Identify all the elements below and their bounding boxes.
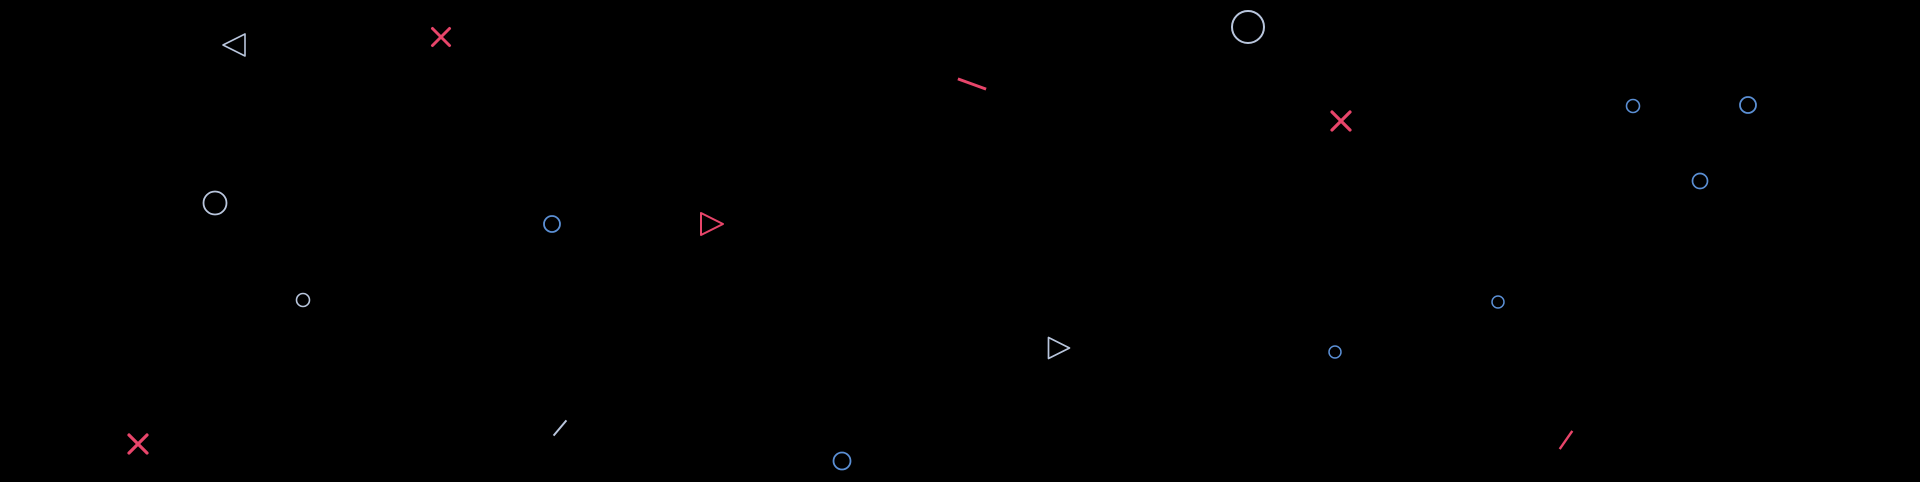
circle-small-3-icon xyxy=(1681,162,1719,200)
slash-line-2-icon xyxy=(1540,414,1592,466)
circle-small-2-icon xyxy=(1728,85,1768,125)
circle-large-1-icon xyxy=(1212,0,1284,63)
circle-medium-1-icon xyxy=(188,176,242,230)
cross-mark-3-icon xyxy=(116,422,160,466)
circle-small-5-icon xyxy=(286,283,320,317)
circle-small-1-icon xyxy=(1616,89,1650,123)
circle-small-7-icon xyxy=(1319,336,1351,368)
cross-mark-1-icon xyxy=(420,16,462,58)
triangle-right-outline-pink-icon xyxy=(686,198,738,250)
dash-line-1-icon xyxy=(938,50,1006,118)
triangle-left-outline-icon xyxy=(208,19,260,71)
triangle-right-outline-blue-icon xyxy=(1034,323,1084,373)
circle-small-6-icon xyxy=(1482,286,1514,318)
slash-line-1-icon xyxy=(536,404,584,452)
circle-small-4-icon xyxy=(532,204,572,244)
circle-small-8-icon xyxy=(821,440,863,482)
cross-mark-2-icon xyxy=(1319,99,1363,143)
